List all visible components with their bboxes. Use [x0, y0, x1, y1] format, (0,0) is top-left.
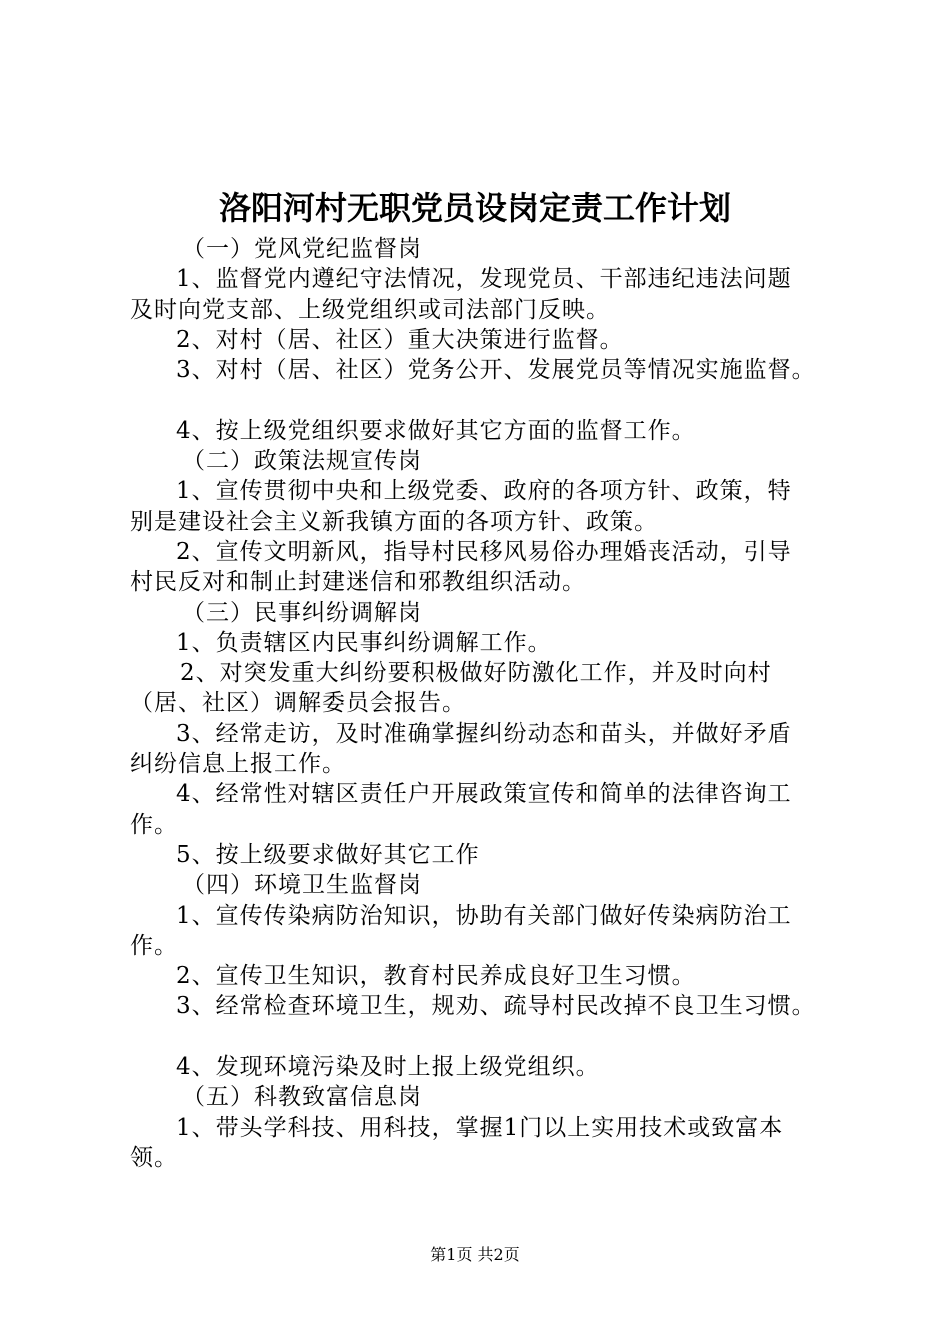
- paragraph-line: 1、监督党内遵纪守法情况，发现党员、干部违纪违法问题: [176, 266, 792, 293]
- paragraph-line: 作。: [130, 932, 178, 959]
- paragraph-line: 4、按上级党组织要求做好其它方面的监督工作。: [176, 417, 696, 444]
- section-heading: （三）民事纠纷调解岗: [182, 599, 422, 626]
- paragraph-line: 1、负责辖区内民事纠纷调解工作。: [176, 629, 552, 656]
- paragraph-line: 4、经常性对辖区责任户开展政策宣传和简单的法律咨询工: [176, 781, 792, 808]
- paragraph-line: 领。: [130, 1144, 178, 1171]
- page-number-footer: 第1页 共2页: [430, 1245, 520, 1264]
- document-body: [130, 234, 840, 1173]
- paragraph-line: 3、经常走访，及时准确掌握纠纷动态和苗头，并做好矛盾: [176, 720, 792, 747]
- paragraph-line: 5、按上级要求做好其它工作: [176, 841, 480, 868]
- document-title: 洛阳河村无职党员设岗定责工作计划: [218, 189, 731, 227]
- paragraph-line: （居、社区）调解委员会报告。: [130, 690, 466, 717]
- paragraph-line: 2、对突发重大纠纷要积极做好防激化工作，并及时向村: [180, 660, 772, 687]
- paragraph-line: 3、经常检查环境卫生，规劝、疏导村民改掉不良卫生习惯。: [176, 993, 816, 1020]
- paragraph-line: 作。: [130, 811, 178, 838]
- paragraph-line: 2、宣传文明新风，指导村民移风易俗办理婚丧活动，引导: [176, 538, 792, 565]
- paragraph-line: 2、对村（居、社区）重大决策进行监督。: [176, 326, 624, 353]
- section-heading: （五）科教致富信息岗: [182, 1084, 422, 1111]
- paragraph-line: 别是建设社会主义新我镇方面的各项方针、政策。: [130, 508, 658, 535]
- section-heading: （四）环境卫生监督岗: [182, 872, 422, 899]
- blank-line: [130, 1022, 840, 1052]
- paragraph-line: 1、宣传传染病防治知识，协助有关部门做好传染病防治工: [176, 902, 792, 929]
- paragraph-line: 2、宣传卫生知识，教育村民养成良好卫生习惯。: [176, 963, 696, 990]
- paragraph-line: 村民反对和制止封建迷信和邪教组织活动。: [130, 569, 586, 596]
- paragraph-line: 1、宣传贯彻中央和上级党委、政府的各项方针、政策，特: [176, 478, 792, 505]
- blank-line: [130, 385, 840, 415]
- paragraph-line: 3、对村（居、社区）党务公开、发展党员等情况实施监督。: [176, 357, 816, 384]
- section-heading: （一）党风党纪监督岗: [182, 236, 422, 262]
- paragraph-line: 及时向党支部、上级党组织或司法部门反映。: [130, 296, 610, 323]
- section-heading: （二）政策法规宣传岗: [182, 448, 422, 475]
- paragraph-line: 4、发现环境污染及时上报上级党组织。: [176, 1054, 600, 1081]
- paragraph-line: 1、带头学科技、用科技，掌握1门以上实用技术或致富本: [176, 1114, 784, 1141]
- paragraph-line: 纠纷信息上报工作。: [130, 751, 346, 778]
